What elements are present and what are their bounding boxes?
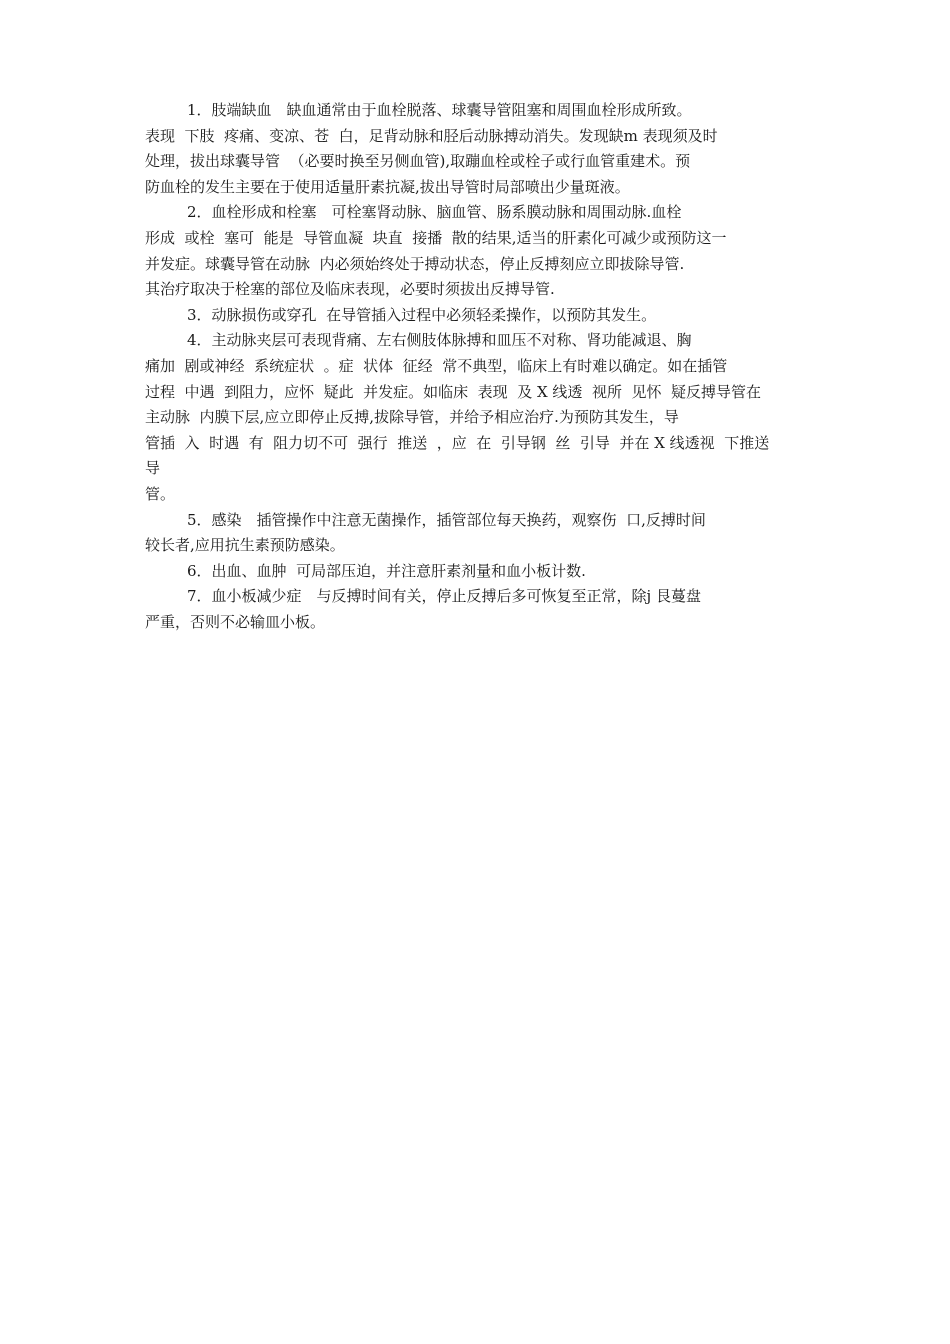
text-line: 过程 中遇 到阻力，应怀 疑此 并发症。如临床 表现 及 X 线透 视所 见怀 疑反搏导管在 xyxy=(145,382,762,401)
text-line: 防血栓的发生主要在于使用适量肝素抗凝,拔出导管时局部喷出少量斑液。 xyxy=(145,177,630,196)
text-line: 主动脉 内膜下层,应立即停止反搏,拔除导管，并给予相应治疗.为预防其发生，导 xyxy=(145,408,679,427)
text-line: 6．出血、血肿 可局部压迫，并注意肝素剂量和血小板计数. xyxy=(187,561,586,580)
text-line: 3．动脉损伤或穿孔 在导管插入过程中必须轻柔操作，以预防其发生。 xyxy=(187,305,657,324)
text-line: 形成 或栓 塞可 能是 导管血凝 块直 接播 散的结果,适当的肝素化可减少或预防这一 xyxy=(145,228,727,247)
text-line: 较长者,应用抗生素预防感染。 xyxy=(145,536,345,555)
text-line: 管插 入 时遇 有 阻力切不可 强行 推送 ，应 在 引导钢 丝 引导 并在 X 线透视 下推送 xyxy=(145,433,770,452)
text-line: 2．血栓形成和栓塞 可栓塞肾动脉、脑血管、肠系膜动脉和周围动脉.血栓 xyxy=(187,203,682,222)
text-line: 处理，拔出球囊导管 （必要时换至另侧血管),取蹦血栓或栓子或行血管重建术。预 xyxy=(145,152,691,171)
text-line: 导 xyxy=(145,459,161,478)
text-line: 7．血小板减少症 与反搏时间有关，停止反搏后多可恢复至正常，除j 艮蔓盘 xyxy=(187,587,701,606)
text-line: 4．主动脉夹层可表现背痛、左右侧肢体脉搏和皿压不对称、肾功能减退、胸 xyxy=(187,331,692,350)
text-line: 痛加 剧或神经 系统症状 。症 状体 征经 常不典型，临床上有时难以确定。如在插管 xyxy=(145,356,728,375)
text-line: 管。 xyxy=(145,484,176,503)
text-line: 5．感染 插管操作中注意无菌操作，插管部位每天换药，观察伤 口,反搏时间 xyxy=(187,510,706,529)
text-line: 其治疗取决于栓塞的部位及临床表现，必要时须拔出反搏导管. xyxy=(145,280,555,299)
text-line: 1．肢端缺血 缺血通常由于血栓脱落、球囊导管阻塞和周围血栓形成所致。 xyxy=(187,101,692,119)
text-line: 严重，否则不必输皿小板。 xyxy=(145,612,326,631)
text-line: 并发症。球囊导管在动脉 内必须始终处于搏动状态，停止反搏刻应立即拔除导管. xyxy=(145,254,685,273)
document-body xyxy=(145,98,815,635)
text-line: 表现 下肢 疼痛、变凉、苍 白，足背动脉和胫后动脉搏动消失。发现缺m 表现须及时 xyxy=(145,126,718,145)
